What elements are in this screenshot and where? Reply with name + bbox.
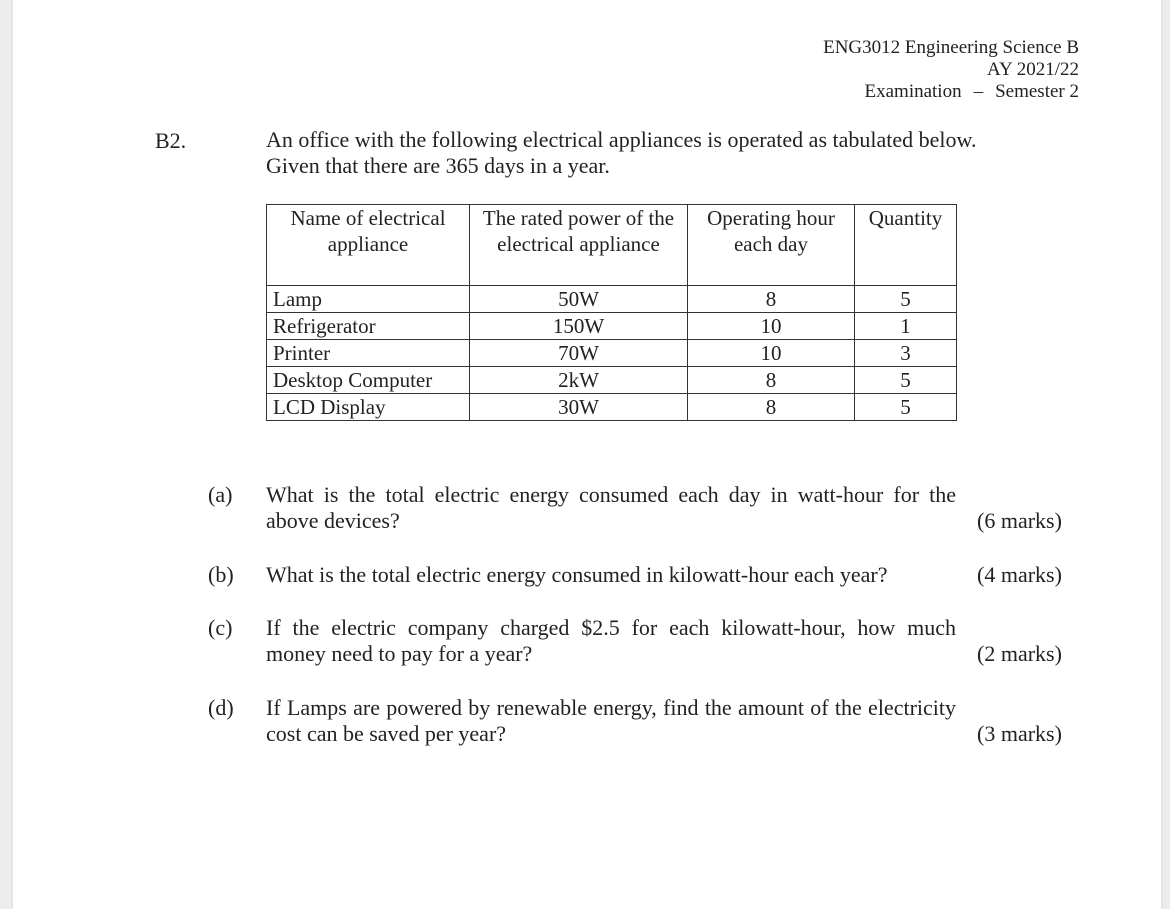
rated-power: 50W: [470, 286, 688, 313]
operating-hours: 8: [688, 394, 855, 421]
page-header: [823, 37, 1079, 103]
part-text: If the electric company charged $2.5 for each kilowatt-hour, how much money need to pay for a year?: [266, 615, 956, 666]
part-text: What is the total electric energy consumed each day in watt-hour for the above devices?: [266, 482, 956, 533]
table-row: [267, 340, 957, 367]
table-row: [267, 286, 957, 313]
part-marks: (2 marks): [977, 641, 1062, 666]
header-operating-hour: Operating hour each day: [688, 205, 855, 286]
table-header-row: [267, 205, 957, 286]
part-marks: (3 marks): [977, 721, 1062, 746]
exam-label: Examination: [864, 81, 962, 102]
rated-power: 150W: [470, 313, 688, 340]
part-label: (d): [208, 695, 234, 720]
header-appliance-name: Name of electrical appliance: [267, 205, 470, 286]
quantity: 5: [855, 394, 957, 421]
header-dash: –: [973, 81, 984, 102]
table-row: [267, 313, 957, 340]
table-row: [267, 394, 957, 421]
exam-page: [13, 0, 1161, 909]
part-label: (c): [208, 615, 233, 640]
part-text: What is the total electric energy consumed in kilowatt-hour each year?: [266, 562, 888, 587]
rated-power: 2kW: [470, 367, 688, 394]
part-marks: (6 marks): [977, 508, 1062, 533]
quantity: 3: [855, 340, 957, 367]
quantity: 1: [855, 313, 957, 340]
part-marks: (4 marks): [977, 562, 1062, 587]
rated-power: 30W: [470, 394, 688, 421]
operating-hours: 10: [688, 340, 855, 367]
course-title: ENG3012 Engineering Science B: [823, 37, 1079, 58]
appliance-name: Desktop Computer: [267, 367, 470, 394]
part-text: If Lamps are powered by renewable energy, find the amount of the electricity cost can be saved per year?: [266, 695, 956, 746]
quantity: 5: [855, 286, 957, 313]
academic-year: AY 2021/22: [986, 59, 1079, 80]
header-rated-power: The rated power of the electrical appliance: [470, 205, 688, 286]
appliance-name: Refrigerator: [267, 313, 470, 340]
exam-line: [823, 81, 1079, 103]
operating-hours: 8: [688, 367, 855, 394]
operating-hours: 8: [688, 286, 855, 313]
header-quantity: Quantity: [855, 205, 957, 286]
part-label: (a): [208, 482, 233, 507]
part-label: (b): [208, 562, 234, 587]
table-row: [267, 367, 957, 394]
semester-label: Semester 2: [995, 81, 1079, 102]
appliance-table: [266, 204, 957, 421]
question-intro: An office with the following electrical appliances is operated as tabulated below. Given that there are 365 days in a year.: [266, 127, 977, 178]
question-number: B2.: [155, 128, 187, 153]
appliance-name: Printer: [267, 340, 470, 367]
rated-power: 70W: [470, 340, 688, 367]
appliance-name: LCD Display: [267, 394, 470, 421]
appliance-name: Lamp: [267, 286, 470, 313]
operating-hours: 10: [688, 313, 855, 340]
quantity: 5: [855, 367, 957, 394]
